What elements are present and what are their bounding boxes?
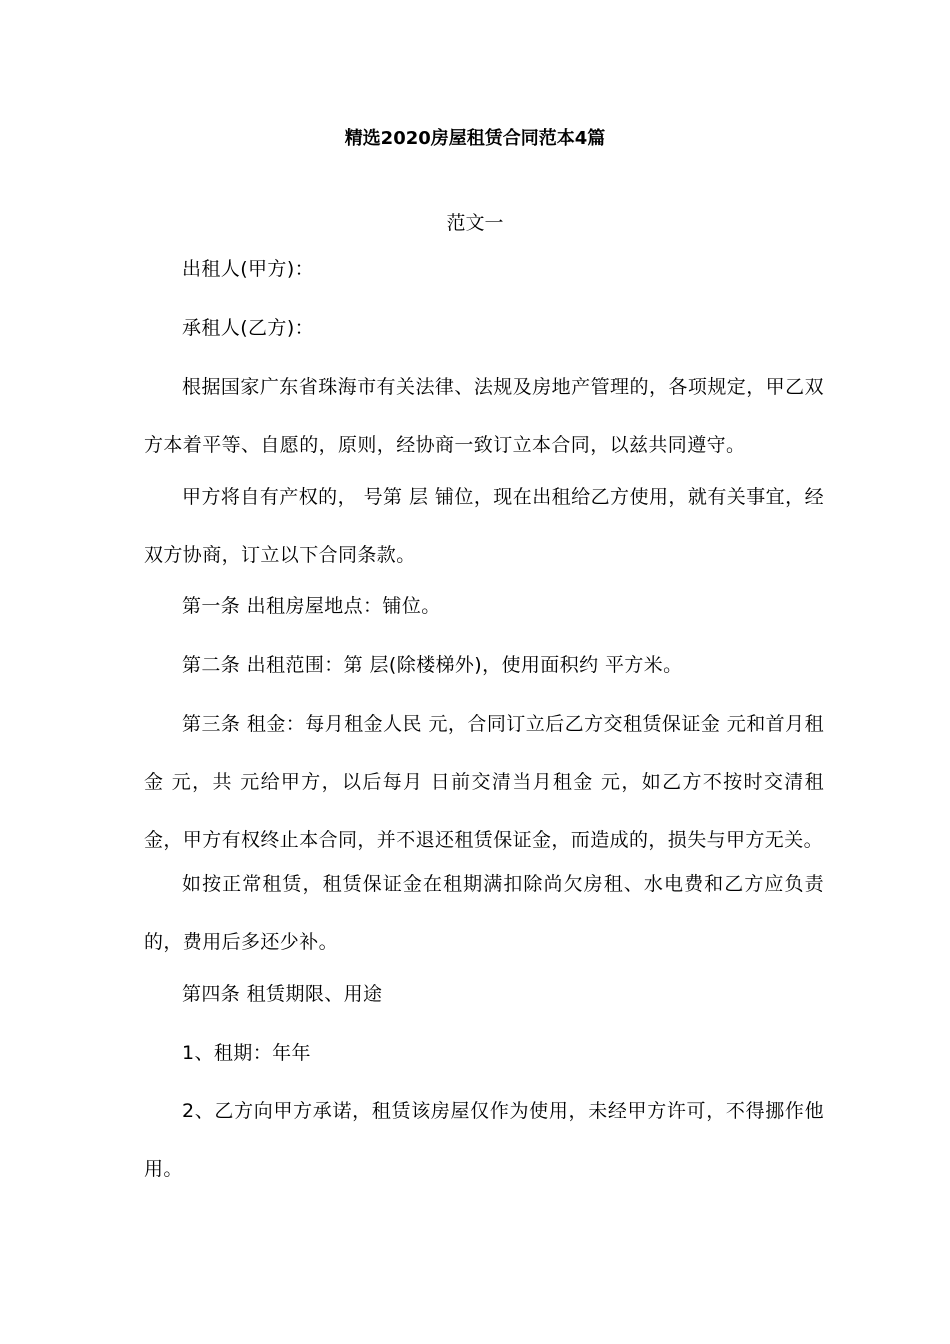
paragraph-property: 甲方将自有产权的， 号第 层 铺位，现在出租给乙方使用，就有关事宜，经双方协商，订立以下合同条款。 <box>144 486 824 566</box>
paragraph-article-3: 第三条 租金：每月租金人民 元，合同订立后乙方交租赁保证金 元和首月租金 元，共 元给甲方，以后每月 日前交清当月租金 元，如乙方不按时交清租金，甲方有权终止本合同，并不退还租赁保证金，而造成的，损失与甲方无关。 <box>144 713 824 851</box>
paragraph-deposit: 如按正常租赁，租赁保证金在租期满扣除尚欠房租、水电费和乙方应负责的，费用后多还少补。 <box>144 873 824 953</box>
paragraph-article-2: 第二条 出租范围：第 层(除楼梯外)，使用面积约 平方米。 <box>182 654 683 676</box>
paragraph-term: 1、租期：年年 <box>182 1042 311 1064</box>
paragraph-article-1: 第一条 出租房屋地点：铺位。 <box>182 595 441 617</box>
paragraph-usage: 2、乙方向甲方承诺，租赁该房屋仅作为使用，未经甲方许可，不得挪作他用。 <box>144 1100 824 1180</box>
paragraph-lessee: 承租人(乙方)： <box>182 317 315 339</box>
section-title: 范文一 <box>446 212 504 234</box>
paragraph-preamble: 根据国家广东省珠海市有关法律、法规及房地产管理的，各项规定，甲乙双方本着平等、自愿的，原则，经协商一致订立本合同，以兹共同遵守。 <box>144 376 824 456</box>
paragraph-lessor: 出租人(甲方)： <box>182 258 315 280</box>
document-title: 精选2020房屋租赁合同范本4篇 <box>344 128 606 149</box>
paragraph-article-4: 第四条 租赁期限、用途 <box>182 983 383 1005</box>
